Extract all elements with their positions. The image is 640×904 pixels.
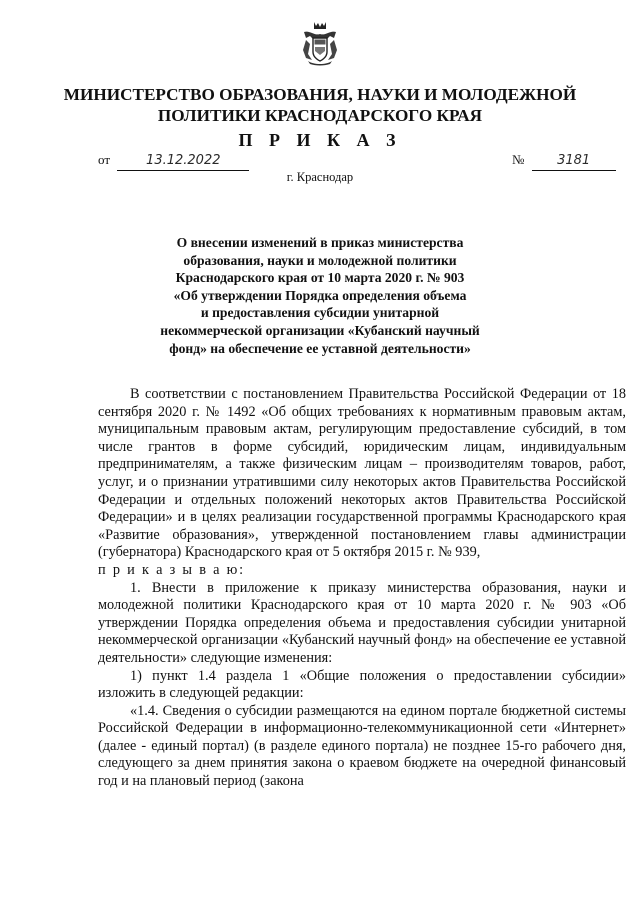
city-line: г. Краснодар xyxy=(286,170,354,184)
ministry-title-line1: МИНИСТЕРСТВО ОБРАЗОВАНИЯ, НАУКИ И МОЛОДЕЖНОЙ xyxy=(63,85,577,104)
date-value: 13.12.2022 xyxy=(117,152,249,171)
document-body xyxy=(98,386,626,791)
subject-line: и предоставления субсидии унитарной xyxy=(200,305,440,321)
subject-line: О внесении изменений в приказ министерства xyxy=(176,235,464,250)
subject-line: Краснодарского края от 10 марта 2020 г. № 903 xyxy=(175,270,465,286)
ministry-title-line2: ПОЛИТИКИ КРАСНОДАРСКОГО КРАЯ xyxy=(157,106,483,125)
subject-line: фонд» на обеспечение ее уставной деятельности» xyxy=(169,340,471,356)
order-word-paragraph xyxy=(98,562,626,580)
order-word: п р и к а з ы в а ю: xyxy=(98,561,245,578)
subject-line: образования, науки и молодежной политики xyxy=(183,252,457,268)
subject-line: «Об утверждении Порядка определения объема xyxy=(173,287,467,303)
order-subject xyxy=(140,234,500,357)
paragraph-item-1: 1. Внести в приложение к приказу министерства образования, науки и молодежной политики Краснодарского края от 10 марта 2020 г. № 903 «Об утверждении Порядка определения объема и предоставления субсидии унитарной некоммерческой организации «Кубанский научный фонд» на обеспечение ее уставной деятельности» следующие изменения: xyxy=(98,579,626,666)
number-value: 3181 xyxy=(532,152,616,171)
number-prefix: № xyxy=(512,152,525,167)
paragraph-clause-1-4: «1.4. Сведения о субсидии размещаются на едином портале бюджетной системы Российской Федерации в информационно-телекоммуникационной сети «Интернет» (далее - единый портал) (в разделе единого портала) не позднее 15-го рабочего дня, следующего за днем принятия закона о краевом бюджете на очередной финансовый год и на плановый период (закона xyxy=(98,702,626,790)
preamble-paragraph xyxy=(98,386,626,562)
subject-line: некоммерческой организации «Кубанский научный xyxy=(160,322,480,338)
paragraph-subitem-1: 1) пункт 1.4 раздела 1 «Общие положения о предоставлении субсидии» изложить в следующей редакции: xyxy=(98,667,626,702)
coat-of-arms-icon xyxy=(300,20,340,66)
date-prefix: от xyxy=(98,152,111,167)
document-type-title: П Р И К А З xyxy=(238,130,402,150)
preamble-text: В соответствии с постановлением Правительства Российской Федерации от 18 сентября 2020 г. № 1492 «Об общих требованиях к нормативным правовым актам, муниципальным правовым актам, регулирующим предоставление субсидий, в том числе грантов в форме субсидий, юридическим лицам, индивидуальным предпринимателям, а также физическим лицам – производителям товаров, работ, услуг, и о признании утратившими силу некоторых актов Правительства Российской Федерации и отдельных положений некоторых актов Правительства Российской Федерации» и в целях реализации государственной программы Краснодарского края «Развитие образования», утвержденной постановлением главы администрации (губернатора) Краснодарского края от 5 октября 2015 г. № 939, xyxy=(98,386,626,561)
